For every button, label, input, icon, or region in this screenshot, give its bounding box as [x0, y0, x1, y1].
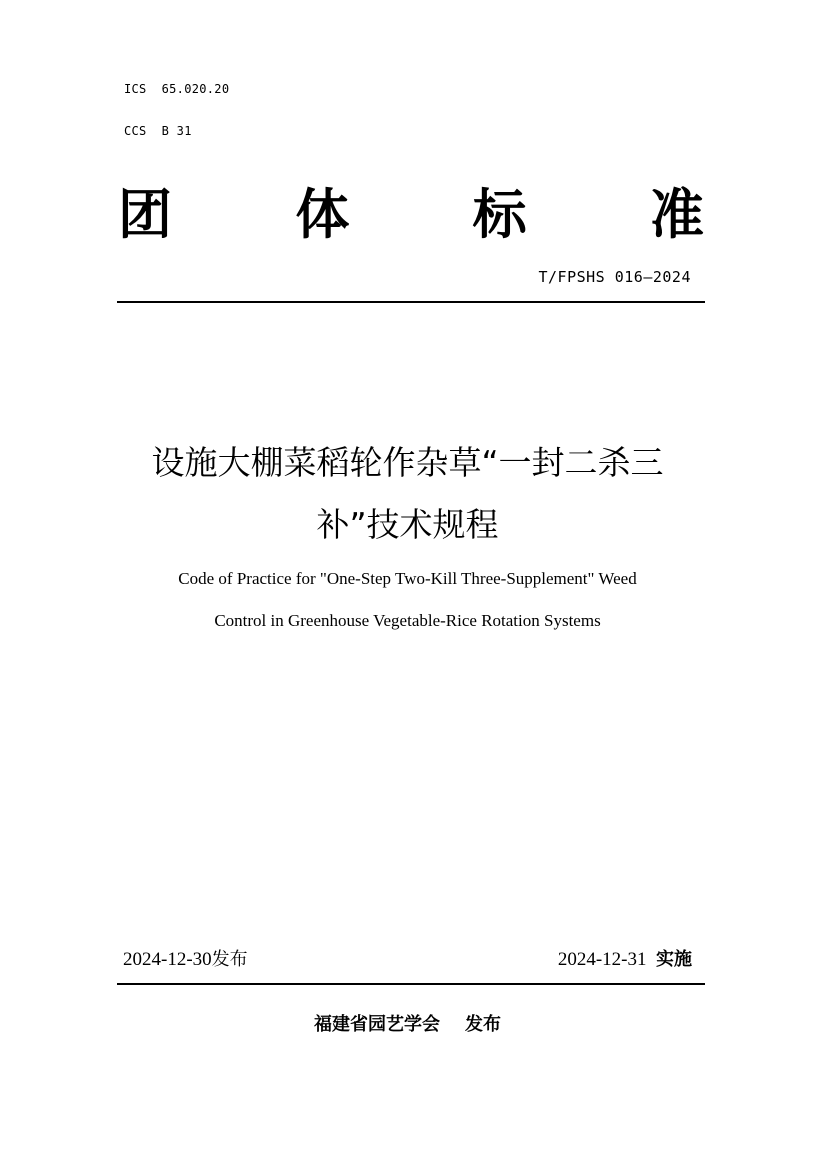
top-divider	[117, 301, 705, 303]
standard-type-heading	[118, 182, 704, 246]
ics-code: ICS 65.020.20	[124, 82, 230, 96]
standard-type-char: 标	[472, 182, 527, 246]
ccs-code: CCS B 31	[124, 124, 192, 138]
implementation-date-value: 2024-12-31	[557, 949, 647, 970]
publisher-line	[0, 1016, 815, 1034]
standard-type-char: 团	[118, 182, 172, 246]
english-title-line-2: Control in Greenhouse Vegetable-Rice Rotation Systems	[214, 611, 601, 630]
bottom-divider	[117, 983, 705, 985]
publisher-label: 发布	[465, 1014, 502, 1035]
implementation-date	[558, 950, 692, 969]
issue-date-label: 发布	[211, 949, 248, 970]
standard-type-char: 准	[649, 182, 704, 246]
chinese-title-line-1: 设施大棚菜稻轮作杂草“一封二杀三	[151, 443, 664, 482]
standard-number: T/FPSHS 016—2024	[538, 268, 691, 286]
standard-type-char: 体	[295, 182, 350, 246]
issue-date	[123, 950, 248, 969]
issue-date-value: 2024-12-30	[123, 949, 212, 970]
implementation-date-label: 实施	[656, 949, 692, 970]
chinese-title-line-2: 补”技术规程	[316, 505, 499, 544]
english-title-line-1: Code of Practice for "One-Step Two-Kill Three-Supplement" Weed	[178, 569, 637, 588]
publisher-name: 福建省园艺学会	[313, 1014, 440, 1035]
